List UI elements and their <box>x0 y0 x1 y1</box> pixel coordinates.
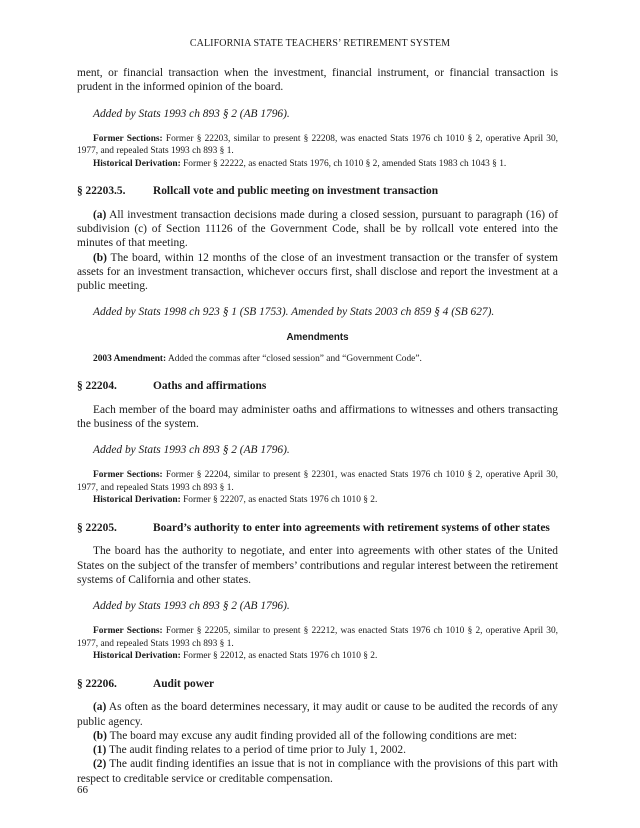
paragraph-1 <box>77 743 558 757</box>
former-sections-text: Former § 22204, similar to present § 22301, was enacted Stats 1976 ch 1010 § 2, operative April 30, 1977, and repealed Stats 1993 ch 893 § 1. <box>77 470 558 493</box>
added-note: Added by Stats 1998 ch 923 § 1 (SB 1753). Amended by Stats 2003 ch 859 § 4 (SB 627). <box>93 306 495 319</box>
former-sections-note <box>77 133 558 158</box>
section-number: § 22204. <box>77 380 117 393</box>
historical-derivation-note <box>77 494 558 507</box>
historical-derivation-label: Historical Derivation: <box>93 158 181 169</box>
subdivision-b <box>77 729 558 743</box>
amendment-label: 2003 Amendment: <box>93 353 167 364</box>
section-heading-22205 <box>77 521 558 535</box>
section-heading-22206 <box>77 677 558 691</box>
section-heading-22204 <box>77 379 558 393</box>
amendments-heading: Amendments <box>286 331 349 343</box>
page-content <box>77 66 558 786</box>
subdivision-a <box>77 208 558 251</box>
section-title: Board’s authority to enter into agreements with retirement systems of other states <box>153 521 550 534</box>
history-notes <box>77 625 558 663</box>
amendment-text: Added the commas after “closed session” and “Government Code”. <box>166 353 422 364</box>
historical-derivation-text: Former § 22207, as enacted Stats 1976 ch 1010 § 2. <box>180 495 378 506</box>
historical-derivation-note <box>77 650 558 663</box>
section-text: Each member of the board may administer oaths and affirmations to witnesses and others transacting the business of the system. <box>77 403 558 430</box>
former-sections-label: Former Sections: <box>93 470 163 481</box>
historical-derivation-text: Former § 22012, as enacted Stats 1976 ch 1010 § 2. <box>180 651 378 662</box>
historical-derivation-label: Historical Derivation: <box>93 495 181 506</box>
subdivision-label: (b) <box>93 729 107 742</box>
added-note: Added by Stats 1993 ch 893 § 2 (AB 1796). <box>93 600 290 613</box>
historical-derivation-note <box>77 158 558 171</box>
page-number: 66 <box>77 784 88 796</box>
subdivision-text: The board, within 12 months of the close of an investment transaction or the transfer of system assets for an investment transaction, whichever occurs first, shall disclose and report the investment at a public meeting. <box>77 251 558 293</box>
subdivision-label: (a) <box>93 208 107 221</box>
historical-derivation-text: Former § 22222, as enacted Stats 1976, ch 1010 § 2, amended Stats 1983 ch 1043 § 1. <box>180 158 507 169</box>
subdivision-label: (a) <box>93 701 107 714</box>
section-heading-22203-5 <box>77 184 558 198</box>
former-sections-note <box>77 469 558 494</box>
section-text: The board has the authority to negotiate, and enter into agreements with other states of the United States on the subject of the transfer of members’ contributions and regular interest between the retirement systems of California and other states. <box>77 545 558 586</box>
section-title: Rollcall vote and public meeting on investment transaction <box>153 185 439 198</box>
subdivision-a <box>77 700 558 729</box>
historical-derivation-label: Historical Derivation: <box>93 651 181 662</box>
former-sections-label: Former Sections: <box>93 626 163 637</box>
former-sections-label: Former Sections: <box>93 133 163 144</box>
former-sections-note <box>77 625 558 650</box>
subdivision-label: (b) <box>93 251 107 264</box>
paragraph-label: (2) <box>93 758 107 771</box>
paragraph-label: (1) <box>93 744 107 757</box>
subdivision-b <box>77 251 558 294</box>
history-notes <box>77 133 558 171</box>
former-sections-text: Former § 22203, similar to present § 22208, was enacted Stats 1976 ch 1010 § 2, operative April 30, 1977, and repealed Stats 1993 ch 893 § 1. <box>77 133 558 157</box>
running-head: CALIFORNIA STATE TEACHERS’ RETIREMENT SYSTEM <box>189 38 451 49</box>
added-note: Added by Stats 1993 ch 893 § 2 (AB 1796). <box>93 444 290 457</box>
section-number: § 22205. <box>77 521 117 534</box>
section-title: Audit power <box>153 677 215 690</box>
section-title: Oaths and affirmations <box>153 380 267 393</box>
paragraph-text: The audit finding relates to a period of time prior to July 1, 2002. <box>106 744 406 757</box>
continuation-text: ment, or financial transaction when the investment, financial instrument, or financial transaction is prudent in the informed opinion of the board. <box>77 67 558 94</box>
subdivision-text: All investment transaction decisions made during a closed session, pursuant to paragraph (16) of subdivision (c) of Section 11126 of the Government Code, shall be by rollcall vote entered into the minutes of that meeting. <box>77 208 558 250</box>
former-sections-text: Former § 22205, similar to present § 22212, was enacted Stats 1976 ch 1010 § 2, operative April 30, 1977, and repealed Stats 1993 ch 893 § 1. <box>77 626 558 649</box>
section-number: § 22206. <box>77 677 117 690</box>
paragraph-2 <box>77 757 558 786</box>
subdivision-text: As often as the board determines necessary, it may audit or cause to be audited the records of any public agency. <box>77 701 558 728</box>
history-notes <box>77 469 558 507</box>
section-number: § 22203.5. <box>77 185 126 198</box>
paragraph-text: The audit finding identifies an issue that is not in compliance with the provisions of this part with respect to creditable service or creditable compensation. <box>77 758 558 785</box>
subdivision-text: The board may excuse any audit finding provided all of the following conditions are met: <box>106 729 517 742</box>
amendment-note <box>77 353 558 366</box>
added-note: Added by Stats 1993 ch 893 § 2 (AB 1796). <box>93 107 290 120</box>
